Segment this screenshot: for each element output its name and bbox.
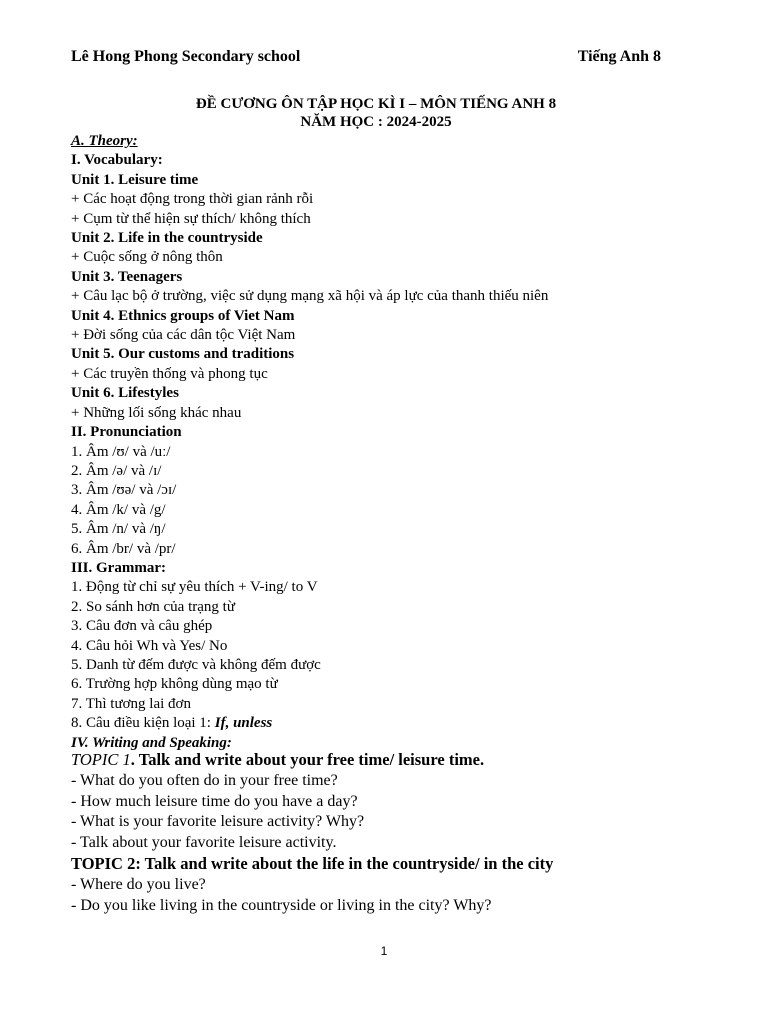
- topics-section: [71, 750, 691, 916]
- unit-title: Unit 2. Life in the countryside: [71, 230, 263, 247]
- grammar-item-prefix: 8. Câu điều kiện loại 1:: [71, 715, 215, 732]
- pronunciation-item: 1. Âm /ʊ/ và /uː/: [71, 443, 171, 460]
- theory-heading: A. Theory:: [71, 133, 138, 149]
- grammar-heading: III. Grammar:: [71, 559, 166, 576]
- pronunciation-item: 6. Âm /br/ và /pr/: [71, 540, 176, 557]
- grammar-item: 4. Câu hỏi Wh và Yes/ No: [71, 637, 228, 654]
- topic-question: - Talk about your favorite leisure activity.: [71, 834, 337, 852]
- unit-title: Unit 1. Leisure time: [71, 171, 199, 188]
- unit-title: Unit 4. Ethnics groups of Viet Nam: [71, 307, 295, 324]
- grammar-item: 3. Câu đơn và câu ghép: [71, 618, 213, 635]
- unit-item: + Những lối sống khác nhau: [71, 404, 242, 421]
- grammar-item: 1. Động từ chỉ sự yêu thích + V-ing/ to V: [71, 579, 318, 596]
- grammar-item: 6. Trường hợp không dùng mạo từ: [71, 676, 278, 693]
- unit-title: Unit 6. Lifestyles: [71, 385, 179, 402]
- unit-item: + Cuộc sống ở nông thôn: [71, 249, 223, 266]
- title-line-2: NĂM HỌC : 2024-2025: [300, 114, 452, 130]
- grammar-item: 7. Thì tương lai đơn: [71, 695, 191, 712]
- topic-heading: [71, 854, 691, 875]
- topic-separator: .: [130, 750, 139, 769]
- topic-question: - Do you like living in the countryside or living in the city? Why?: [71, 896, 492, 914]
- topic-question: - Where do you live?: [71, 875, 206, 893]
- unit-item: + Cụm từ thể hiện sự thích/ không thích: [71, 210, 311, 227]
- topic-label: TOPIC 1: [71, 750, 131, 769]
- pronunciation-item: 3. Âm /ʊə/ và /ɔɪ/: [71, 482, 177, 499]
- unit-title: Unit 5. Our customs and traditions: [71, 346, 295, 363]
- school-name: Lê Hong Phong Secondary school: [71, 48, 301, 65]
- topic-question: - What is your favorite leisure activity? Why?: [71, 813, 365, 831]
- unit-item: + Các hoạt động trong thời gian rảnh rỗi: [71, 191, 314, 208]
- unit-title: Unit 3. Teenagers: [71, 268, 183, 285]
- grammar-item-emphasis: If, unless: [214, 715, 273, 732]
- topic-separator: :: [135, 853, 145, 873]
- topic-label: TOPIC 2: [71, 853, 136, 873]
- theory-section: [71, 132, 691, 753]
- topic-title: Talk and write about your free time/ leisure time.: [138, 750, 485, 769]
- unit-item: + Đời sống của các dân tộc Việt Nam: [71, 327, 296, 344]
- topic-title: Talk and write about the life in the countryside/ in the city: [144, 853, 554, 873]
- title-line-1: ĐỀ CƯƠNG ÔN TẬP HỌC KÌ I – MÔN TIẾNG ANH 8: [195, 96, 557, 112]
- topic-question: - What do you often do in your free time?: [71, 771, 338, 789]
- page-number: 1: [380, 944, 388, 958]
- writing-speaking-heading: IV. Writing and Speaking:: [71, 734, 232, 751]
- unit-item: + Câu lạc bộ ở trường, việc sử dụng mạng xã hội và áp lực của thanh thiếu niên: [71, 288, 549, 305]
- grammar-item: 5. Danh từ đếm được và không đếm được: [71, 656, 321, 673]
- pronunciation-item: 2. Âm /ə/ và /ɪ/: [71, 462, 162, 479]
- grammar-item: 2. So sánh hơn của trạng từ: [71, 598, 235, 615]
- grammar-item-conditional: [71, 714, 691, 733]
- pronunciation-heading: II. Pronunciation: [71, 424, 182, 441]
- unit-item: + Các truyền thống và phong tục: [71, 365, 268, 382]
- vocabulary-heading: I. Vocabulary:: [71, 152, 163, 169]
- pronunciation-item: 4. Âm /k/ và /g/: [71, 501, 166, 518]
- subject-name: Tiếng Anh 8: [577, 48, 661, 65]
- document-title: [71, 95, 681, 131]
- topic-heading: [71, 750, 691, 771]
- topic-question: - How much leisure time do you have a day?: [71, 792, 358, 810]
- pronunciation-item: 5. Âm /n/ và /ŋ/: [71, 521, 166, 538]
